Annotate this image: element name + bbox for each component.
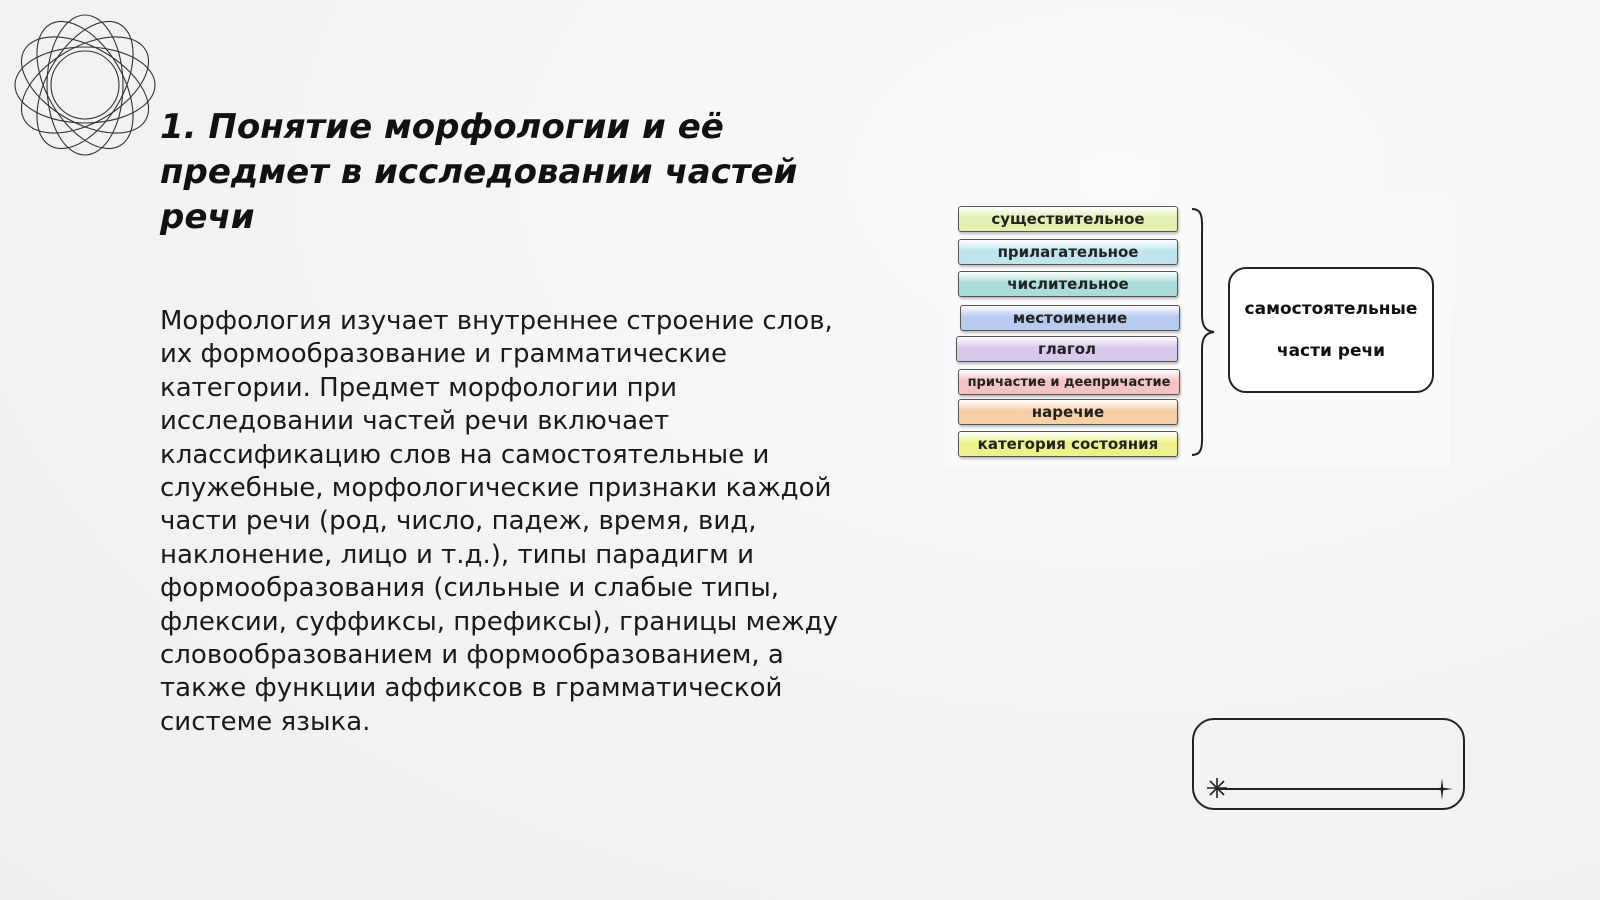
sparkle-icon	[1204, 775, 1230, 801]
summary-line-1: самостоятельные	[1244, 299, 1418, 319]
pos-item-noun: существительное	[958, 206, 1178, 232]
progress-track	[1216, 788, 1442, 790]
pos-item-adverb: наречие	[958, 399, 1178, 425]
curly-brace	[1190, 207, 1216, 457]
star-icon	[1430, 777, 1454, 801]
pos-item-verb: глагол	[956, 336, 1178, 362]
slide-body-text: Морфология изучает внутреннее строение слов, их формообразование и грамматические категории. Предмет морфологии при исследовании частей речи включает классификацию слов на самостоятельные и служебные, морфологические признаки каждой части речи (род, число, падеж, время, вид, наклонение, лицо и т.д.), типы парадигм и формообразования (сильные и слабые типы, флексии, суффиксы, префиксы), границы между словообразованием и формообразованием, а также функции аффиксов в грамматической системе языка.	[160, 306, 838, 737]
summary-line-2: части речи	[1276, 341, 1386, 361]
pos-item-pronoun: местоимение	[960, 305, 1180, 331]
slide-title: 1. Понятие морфологии и её предмет в исследовании частей речи	[160, 107, 798, 237]
pos-item-numeral: числительное	[958, 271, 1178, 297]
spirograph-logo-icon	[10, 10, 160, 160]
independent-parts-box	[1228, 267, 1434, 393]
slide-progress-box	[1192, 718, 1465, 810]
pos-item-adjective: прилагательное	[958, 239, 1178, 265]
pos-item-participle: причастие и деепричастие	[958, 369, 1180, 395]
pos-item-state-category: категория состояния	[958, 431, 1178, 457]
